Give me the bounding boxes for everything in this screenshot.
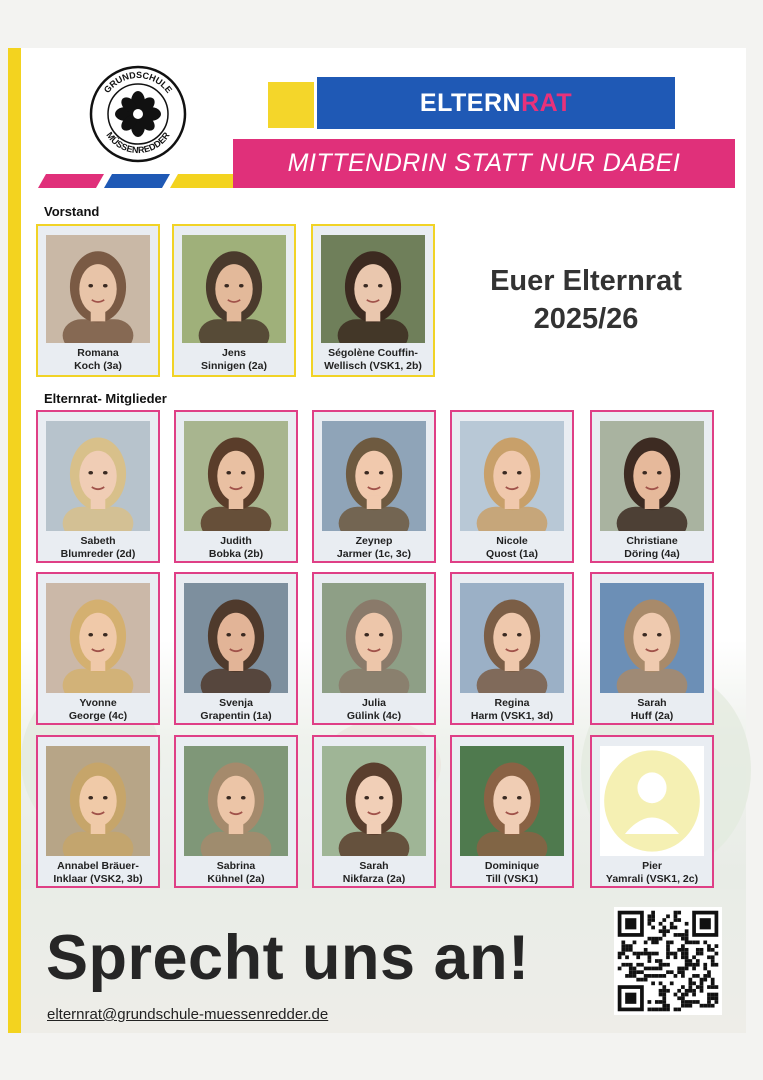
member-name	[38, 347, 158, 373]
member-first-line: Regina	[494, 697, 530, 709]
member-name	[314, 697, 434, 723]
member-name	[313, 347, 433, 373]
member-card	[590, 735, 714, 888]
member-second-line: Kühnel (2a)	[207, 873, 265, 885]
member-first-line: Nicole	[496, 535, 528, 547]
school-logo	[88, 64, 188, 164]
member-name	[314, 860, 434, 886]
member-second-line: Koch (3a)	[74, 360, 122, 372]
member-name	[592, 860, 712, 886]
member-card	[450, 410, 574, 563]
member-first-line: Svenja	[219, 697, 253, 709]
member-name	[176, 860, 296, 886]
title-banner	[317, 77, 675, 129]
title-part-rat: RAT	[521, 88, 573, 117]
email-link[interactable]: elternrat@grundschule-muessenredder.de	[47, 1006, 329, 1023]
member-card	[450, 735, 574, 888]
yellow-accent-square	[268, 82, 314, 128]
member-first-line: Ségolène Couffin-	[328, 347, 418, 359]
avatar-placeholder-icon	[600, 746, 704, 856]
member-card	[312, 572, 436, 725]
member-second-line: Till (VSK1)	[485, 873, 539, 885]
member-card	[36, 410, 160, 563]
member-photo	[600, 421, 704, 531]
member-second-line: Huff (2a)	[630, 710, 674, 722]
member-photo	[460, 746, 564, 856]
member-first-line: Yvonne	[79, 697, 117, 709]
member-first-line: Zeynep	[355, 535, 393, 547]
member-photo	[322, 746, 426, 856]
member-second-line: Döring (4a)	[624, 548, 680, 560]
member-photo	[184, 746, 288, 856]
member-first-line: Romana	[77, 347, 119, 359]
member-name	[176, 697, 296, 723]
headline	[447, 262, 725, 338]
member-card	[36, 224, 160, 377]
member-name	[176, 535, 296, 561]
member-photo	[322, 421, 426, 531]
member-second-line: Grapentin (1a)	[200, 710, 272, 722]
headline-line1: Euer Elternrat	[490, 265, 682, 297]
member-photo	[184, 421, 288, 531]
member-second-line: George (4c)	[68, 710, 128, 722]
member-card	[174, 410, 298, 563]
member-card	[36, 572, 160, 725]
member-second-line: Bobka (2b)	[208, 548, 264, 560]
member-photo	[184, 583, 288, 693]
member-photo	[321, 235, 425, 343]
member-first-line: Sabrina	[216, 860, 256, 872]
member-second-line: Blumreder (2d)	[60, 548, 136, 560]
member-photo	[46, 746, 150, 856]
member-first-line: Christiane	[626, 535, 678, 547]
member-photo	[182, 235, 286, 343]
member-photo	[322, 583, 426, 693]
headline-line2: 2025/26	[533, 303, 639, 335]
svg-text:GRUNDSCHULE	[102, 70, 174, 95]
member-second-line: Sinnigen (2a)	[201, 360, 267, 372]
member-card	[174, 572, 298, 725]
member-first-line: Annabel Bräuer-	[57, 860, 139, 872]
member-card	[590, 410, 714, 563]
title-part-eltern: ELTERN	[419, 88, 522, 117]
qr-code[interactable]	[614, 907, 722, 1015]
member-photo	[46, 583, 150, 693]
member-name	[38, 860, 158, 886]
member-photo	[46, 421, 150, 531]
member-photo	[46, 235, 150, 343]
member-second-line: Gülink (4c)	[346, 710, 402, 722]
member-card	[450, 572, 574, 725]
member-card	[174, 735, 298, 888]
member-name	[592, 535, 712, 561]
member-photo	[600, 583, 704, 693]
member-name	[38, 535, 158, 561]
member-first-line: Dominique	[484, 860, 540, 872]
member-name	[452, 697, 572, 723]
member-card	[36, 735, 160, 888]
member-first-line: Jens	[222, 347, 246, 359]
member-second-line: Nikfarza (2a)	[342, 873, 406, 885]
member-first-line: Judith	[220, 535, 252, 547]
member-second-line: Harm (VSK1, 3d)	[470, 710, 554, 722]
member-name	[314, 535, 434, 561]
vorstand-label: Vorstand	[44, 204, 100, 219]
yellow-side-strip	[8, 48, 21, 1033]
member-card	[311, 224, 435, 377]
member-second-line: Wellisch (VSK1, 2b)	[324, 360, 422, 372]
logo-text-top: GRUNDSCHULE	[101, 69, 175, 95]
member-first-line: Sabeth	[80, 535, 116, 547]
svg-text:MÜSSENREDDER	[104, 130, 171, 155]
member-card	[312, 735, 436, 888]
member-second-line: Jarmer (1c, 3c)	[336, 548, 412, 560]
member-name	[38, 697, 158, 723]
member-first-line: Sarah	[359, 860, 389, 872]
member-first-line: Sarah	[637, 697, 667, 709]
call-to-action: Sprecht uns an!	[46, 923, 530, 993]
member-name	[452, 860, 572, 886]
logo-text-bottom: MÜSSENREDDER	[104, 130, 172, 156]
member-card	[312, 410, 436, 563]
member-photo	[460, 421, 564, 531]
member-name	[174, 347, 294, 373]
member-second-line: Quost (1a)	[486, 548, 538, 560]
member-name	[452, 535, 572, 561]
member-card	[590, 572, 714, 725]
member-name	[592, 697, 712, 723]
motto-banner: MITTENDRIN STATT NUR DABEI	[233, 139, 735, 188]
member-first-line: Julia	[362, 697, 386, 709]
member-photo	[460, 583, 564, 693]
member-second-line: Yamrali (VSK1, 2c)	[605, 873, 699, 885]
member-first-line: Pier	[642, 860, 662, 872]
color-stripes	[38, 174, 234, 188]
member-card	[172, 224, 296, 377]
member-second-line: Inklaar (VSK2, 3b)	[53, 873, 143, 885]
mitglieder-label: Elternrat- Mitglieder	[44, 391, 167, 406]
